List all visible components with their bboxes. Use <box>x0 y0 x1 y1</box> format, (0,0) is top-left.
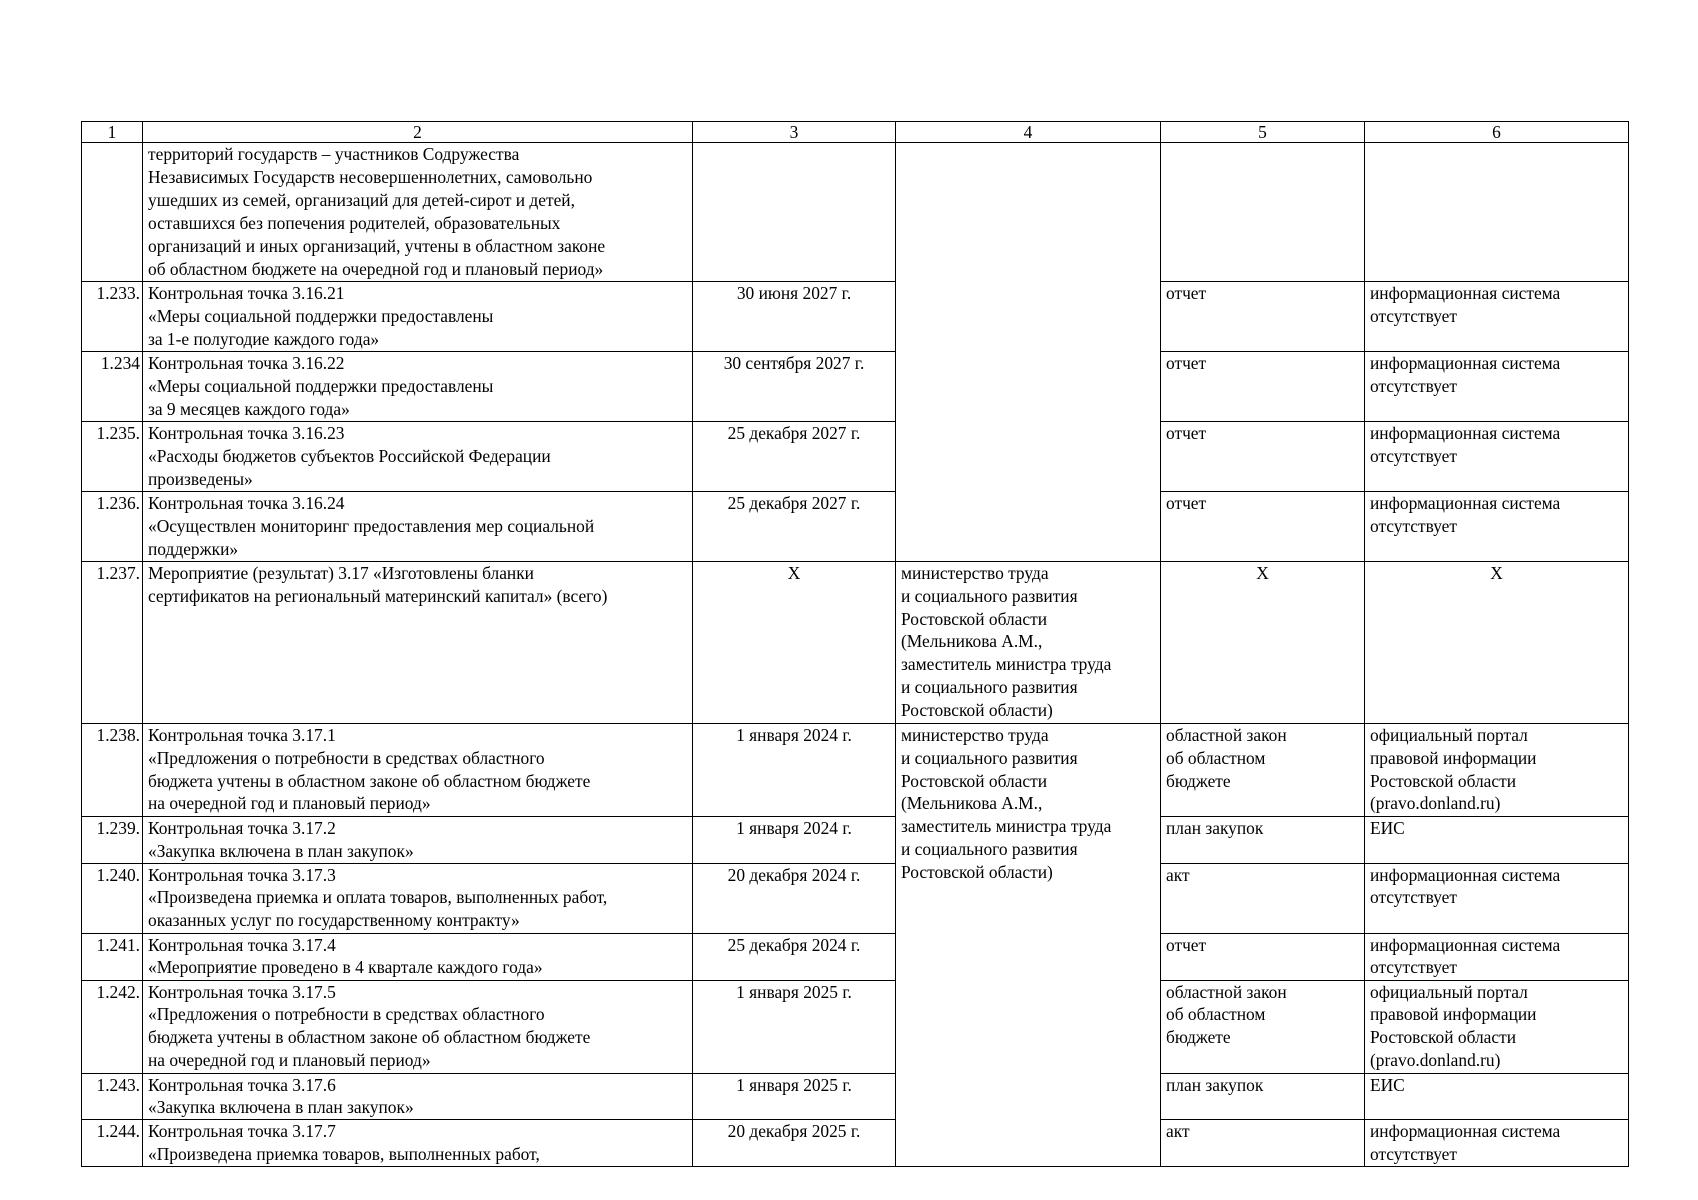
text-line: информационная система <box>1370 864 1561 885</box>
confirming-document <box>1161 933 1365 980</box>
text-line: «Предложения о потребности в средствах областного <box>148 1004 545 1025</box>
column-number-header: 3 <box>693 122 896 143</box>
text-line: за 9 месяцев каждого года» <box>148 398 350 419</box>
text-line: и социального развития <box>901 677 1078 698</box>
text-line: информационная система <box>1370 1121 1561 1142</box>
text-line: отсутствует <box>1370 375 1457 396</box>
text-line: (pravo.donland.ru) <box>1370 793 1501 814</box>
checkpoint-description <box>143 933 693 980</box>
deadline-date: 25 декабря 2027 г. <box>693 422 896 492</box>
row-number: 1.235. <box>82 422 143 492</box>
table-row <box>82 1120 1629 1167</box>
text-line: акт <box>1166 864 1190 885</box>
deadline-date: 20 декабря 2025 г. <box>693 1120 896 1167</box>
deadline-date: 20 декабря 2024 г. <box>693 863 896 933</box>
confirming-document <box>1161 980 1365 1073</box>
text-line: поддержки» <box>148 538 239 559</box>
text-line: «Закупка включена в план закупок» <box>148 1097 414 1118</box>
information-system <box>1365 980 1629 1073</box>
table-row <box>82 422 1629 492</box>
text-line: Контрольная точка 3.16.22 <box>148 353 345 373</box>
text-line: «Расходы бюджетов субъектов Российской Федерации <box>148 445 551 466</box>
text-line: Независимых Государств несовершеннолетних, самовольно <box>148 166 593 187</box>
text-line: отсутствует <box>1370 515 1457 536</box>
text-line: Контрольная точка 3.17.5 <box>148 981 336 1002</box>
column-number-header: 2 <box>143 122 693 143</box>
text-line: акт <box>1166 1121 1190 1142</box>
information-system <box>1365 933 1629 980</box>
column-number-header: 5 <box>1161 122 1365 143</box>
table-row <box>82 723 1629 816</box>
row-number: 1.234 <box>82 352 143 422</box>
text-line: «Меры социальной поддержки предоставлены <box>148 305 494 326</box>
information-system <box>1365 816 1629 863</box>
text-line: Ростовской области <box>901 770 1048 791</box>
table-row <box>82 933 1629 980</box>
information-system <box>1365 863 1629 933</box>
text-line: отсутствует <box>1370 1144 1457 1165</box>
text-line: отсутствует <box>1370 445 1457 466</box>
table-row <box>82 352 1629 422</box>
text-line: «Закупка включена в план закупок» <box>148 840 414 861</box>
text-line: (pravo.donland.ru) <box>1370 1050 1501 1071</box>
text-line: «Произведена приемка и оплата товаров, выполненных работ, <box>148 887 608 908</box>
information-system <box>1365 491 1629 561</box>
text-line: информационная система <box>1370 423 1561 443</box>
text-line: на очередной год и плановый период» <box>148 1050 431 1071</box>
text-line: Контрольная точка 3.17.2 <box>148 817 336 838</box>
text-line: Контрольная точка 3.16.23 <box>148 423 345 443</box>
text-line: областной закон <box>1166 981 1287 1002</box>
column-number-header: 4 <box>896 122 1161 143</box>
column-number-header: 6 <box>1365 122 1629 143</box>
row-number: 1.238. <box>82 723 143 816</box>
row-number: 1.237. <box>82 561 143 723</box>
checkpoint-description <box>143 352 693 422</box>
document-page <box>81 121 1629 1167</box>
text-line: «Осуществлен мониторинг предоставления мер социальной <box>148 515 595 536</box>
text-line: правовой информации <box>1370 747 1537 768</box>
row-number: 1.236. <box>82 491 143 561</box>
text-line: план закупок <box>1166 817 1264 838</box>
row-number: 1.242. <box>82 980 143 1073</box>
text-line: ЕИС <box>1370 817 1405 838</box>
empty-cell <box>1161 143 1365 282</box>
text-line: и социального развития <box>901 839 1078 860</box>
text-line: официальный портал <box>1370 724 1528 745</box>
text-line: (Мельникова А.М., <box>901 793 1043 814</box>
deadline-date: 25 декабря 2027 г. <box>693 491 896 561</box>
text-line: информационная система <box>1370 353 1561 373</box>
text-line: бюджета учтены в областном законе об областном бюджете <box>148 1027 591 1048</box>
continuation-text <box>143 143 693 282</box>
checkpoint-description <box>143 863 693 933</box>
text-line: план закупок <box>1166 1074 1264 1095</box>
text-line: бюджете <box>1166 770 1231 791</box>
table-row <box>82 816 1629 863</box>
text-line: Контрольная точка 3.16.24 <box>148 492 345 513</box>
text-line: Ростовской области) <box>901 862 1053 883</box>
text-line: министерство труда <box>901 562 1049 583</box>
confirming-document <box>1161 491 1365 561</box>
checkpoint-description <box>143 491 693 561</box>
table-row <box>82 1073 1629 1120</box>
text-line: Ростовской области <box>1370 770 1517 791</box>
deadline-date: X <box>693 561 896 723</box>
confirming-document <box>1161 723 1365 816</box>
text-line: за 1-е полугодие каждого года» <box>148 328 380 349</box>
checkpoint-description <box>143 980 693 1073</box>
text-line: «Мероприятие проведено в 4 квартале каждого года» <box>148 957 543 978</box>
text-line: Контрольная точка 3.17.3 <box>148 864 336 885</box>
text-line: оказанных услуг по государственному контракту» <box>148 910 520 931</box>
information-system <box>1365 352 1629 422</box>
text-line: отчет <box>1166 283 1207 303</box>
confirming-document <box>1161 863 1365 933</box>
checkpoint-description <box>143 1073 693 1120</box>
table-row <box>82 561 1629 723</box>
text-line: отчет <box>1166 353 1207 373</box>
text-line: оставшихся без попечения родителей, образовательных <box>148 212 561 233</box>
confirming-document <box>1161 1120 1365 1167</box>
checkpoint-description <box>143 282 693 352</box>
information-system <box>1365 282 1629 352</box>
text-line: об областном бюджете на очередной год и плановый период» <box>148 258 604 279</box>
text-line: организаций и иных организаций, учтены в областном законе <box>148 235 606 256</box>
checkpoint-description <box>143 422 693 492</box>
text-line: отчет <box>1166 423 1207 443</box>
text-line: «Предложения о потребности в средствах областного <box>148 747 545 768</box>
checkpoint-description <box>143 1120 693 1167</box>
text-line: и социального развития <box>901 747 1078 768</box>
text-line: Ростовской области <box>901 608 1048 629</box>
text-line: отчет <box>1166 934 1207 955</box>
text-line: отсутствует <box>1370 957 1457 978</box>
table-row <box>82 980 1629 1073</box>
deadline-date: 25 декабря 2024 г. <box>693 933 896 980</box>
text-line: Контрольная точка 3.16.21 <box>148 283 345 303</box>
text-line: Мероприятие (результат) 3.17 «Изготовлены бланки <box>148 562 534 583</box>
deadline-date: 1 января 2024 г. <box>693 723 896 816</box>
text-line: и социального развития <box>901 585 1078 606</box>
text-line: Контрольная точка 3.17.1 <box>148 724 336 745</box>
text-line: Контрольная точка 3.17.7 <box>148 1121 336 1142</box>
text-line: ушедших из семей, организаций для детей-сирот и детей, <box>148 189 575 210</box>
responsible-empty-cell <box>896 143 1161 562</box>
text-line: Ростовской области <box>1370 1027 1517 1048</box>
text-line: министерство труда <box>901 724 1049 745</box>
confirming-document <box>1161 422 1365 492</box>
column-number-header: 1 <box>82 122 143 143</box>
information-system <box>1365 1120 1629 1167</box>
text-line: (Мельникова А.М., <box>901 631 1043 652</box>
header-row <box>82 122 1629 143</box>
text-line: об областном <box>1166 1004 1266 1025</box>
text-line: бюджете <box>1166 1027 1231 1048</box>
confirming-document <box>1161 1073 1365 1120</box>
row-number: 1.239. <box>82 816 143 863</box>
table-row <box>82 863 1629 933</box>
row-number: 1.240. <box>82 863 143 933</box>
text-line: Контрольная точка 3.17.4 <box>148 934 336 955</box>
text-line: правовой информации <box>1370 1004 1537 1025</box>
text-line: X <box>1490 562 1503 583</box>
text-line: отчет <box>1166 492 1207 513</box>
table-row <box>82 491 1629 561</box>
text-line: Ростовской области) <box>901 700 1053 721</box>
deadline-date: 30 июня 2027 г. <box>693 282 896 352</box>
text-line: на очередной год и плановый период» <box>148 793 431 814</box>
information-system <box>1365 422 1629 492</box>
text-line: информационная система <box>1370 283 1561 303</box>
confirming-document <box>1161 561 1365 723</box>
text-line: произведены» <box>148 468 253 489</box>
text-line: заместитель министра труда <box>901 654 1112 675</box>
checkpoint-description <box>143 816 693 863</box>
text-line: ЕИС <box>1370 1074 1405 1095</box>
text-line: «Произведена приемка товаров, выполненных работ, <box>148 1144 540 1165</box>
deadline-date: 1 января 2025 г. <box>693 1073 896 1120</box>
information-system <box>1365 561 1629 723</box>
row-number: 1.233. <box>82 282 143 352</box>
row-number: 1.241. <box>82 933 143 980</box>
plan-table <box>81 121 1629 1167</box>
text-line: информационная система <box>1370 934 1561 955</box>
text-line: отсутствует <box>1370 887 1457 908</box>
text-line: Контрольная точка 3.17.6 <box>148 1074 336 1095</box>
table-row <box>82 282 1629 352</box>
deadline-date: 1 января 2024 г. <box>693 816 896 863</box>
checkpoint-description <box>143 723 693 816</box>
empty-cell <box>82 143 143 282</box>
row-number: 1.243. <box>82 1073 143 1120</box>
text-line: бюджета учтены в областном законе об областном бюджете <box>148 770 591 791</box>
text-line: информационная система <box>1370 492 1561 513</box>
continuation-row <box>82 143 1629 282</box>
text-line: сертификатов на региональный материнский капитал» (всего) <box>148 585 608 606</box>
text-line: X <box>1256 562 1269 583</box>
confirming-document <box>1161 352 1365 422</box>
text-line: заместитель министра труда <box>901 816 1112 837</box>
deadline-date: 1 января 2025 г. <box>693 980 896 1073</box>
empty-cell <box>1365 143 1629 282</box>
row-number: 1.244. <box>82 1120 143 1167</box>
responsible-executor <box>896 561 1161 723</box>
text-line: «Меры социальной поддержки предоставлены <box>148 375 494 396</box>
text-line: об областном <box>1166 747 1266 768</box>
checkpoint-description <box>143 561 693 723</box>
text-line: отсутствует <box>1370 305 1457 326</box>
confirming-document <box>1161 282 1365 352</box>
text-line: областной закон <box>1166 724 1287 745</box>
deadline-date: 30 сентября 2027 г. <box>693 352 896 422</box>
text-line: официальный портал <box>1370 981 1528 1002</box>
text-line: территорий государств – участников Содружества <box>148 144 520 164</box>
information-system <box>1365 723 1629 816</box>
confirming-document <box>1161 816 1365 863</box>
responsible-executor-group <box>896 723 1161 1166</box>
empty-cell <box>693 143 896 282</box>
information-system <box>1365 1073 1629 1120</box>
